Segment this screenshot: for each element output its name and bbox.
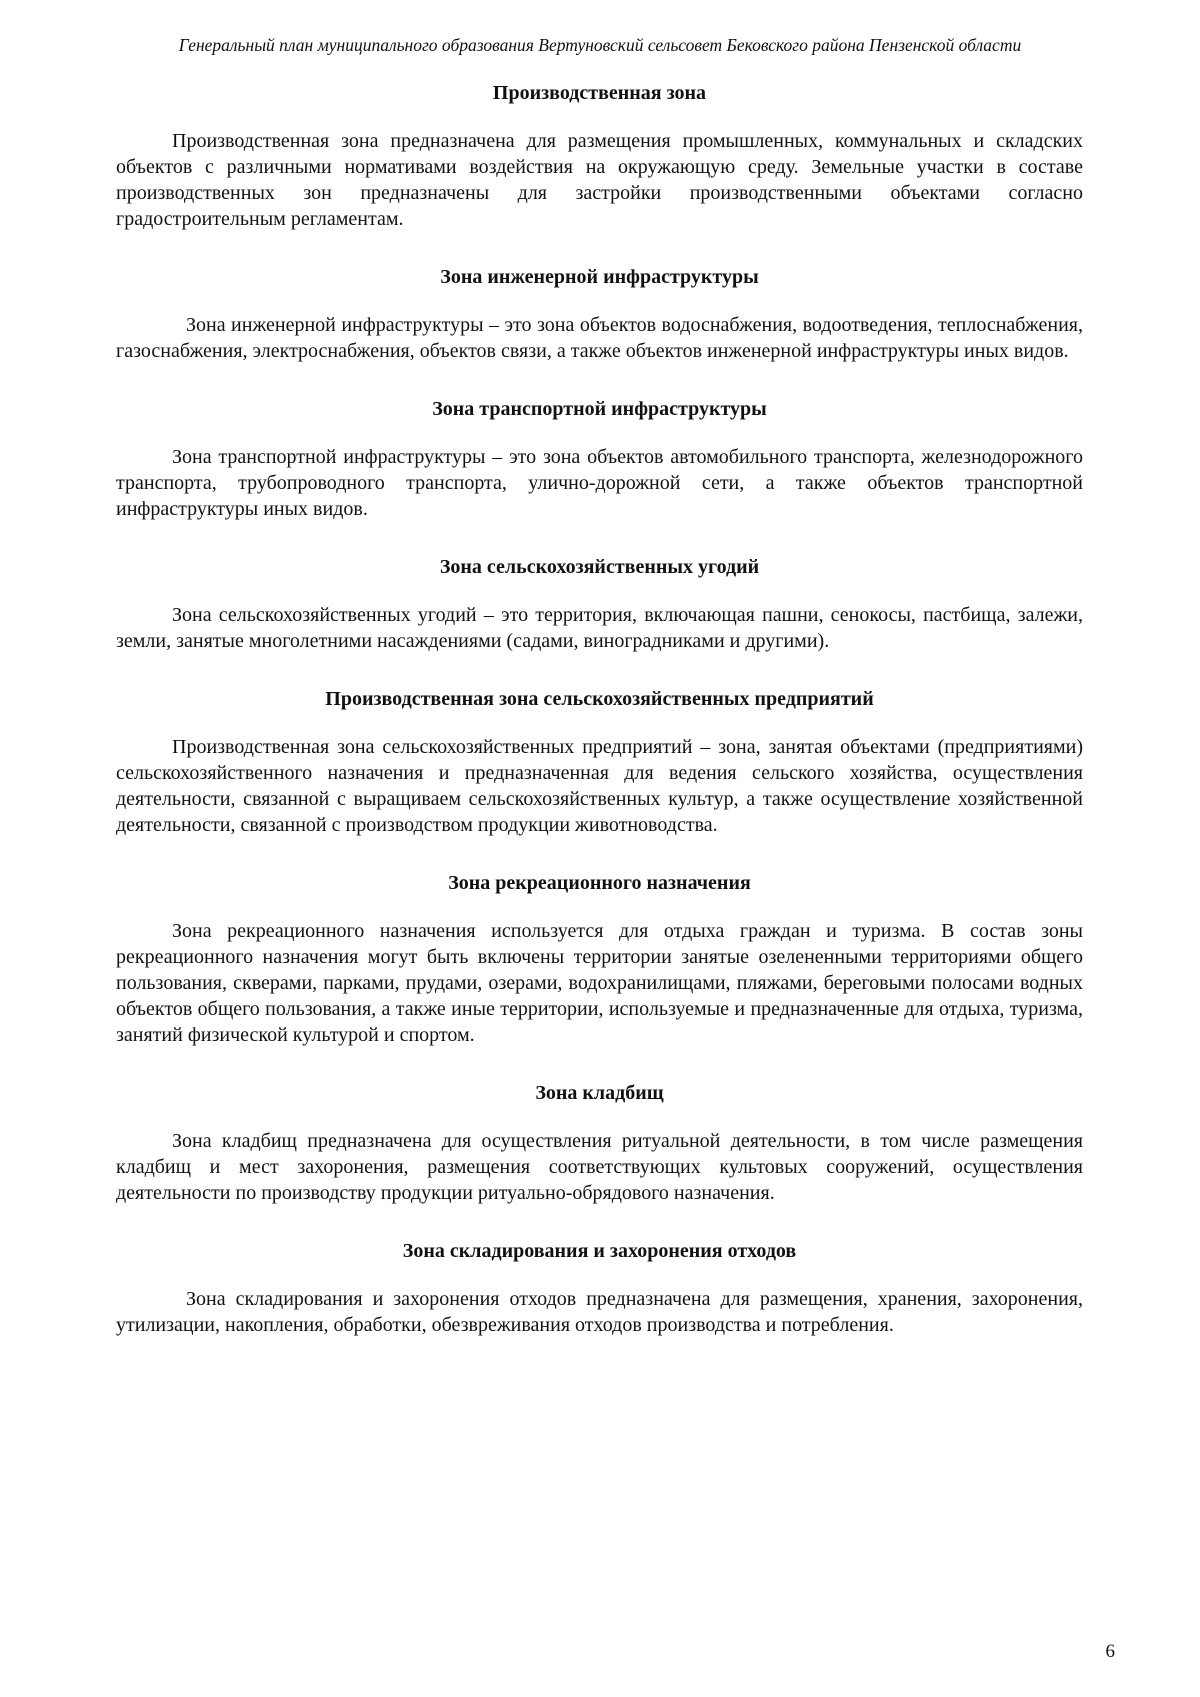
- section-waste-storage-zone: [116, 1238, 1083, 1338]
- section-paragraph: Зона рекреационного назначения используется для отдыха граждан и туризма. В состав зоны рекреационного назначения могут быть включены территории занятые озелененными территориями общего пользования, скверами, парками, прудами, озерами, водохранилищами, пляжами, береговыми полосами водных объектов общего пользования, а также иные территории, используемые и предназначенные для отдыха, туризма, занятий физической культурой и спортом.: [116, 920, 1083, 1046]
- section-paragraph: Зона сельскохозяйственных угодий – это территория, включающая пашни, сенокосы, пастбища, залежи, земли, занятые многолетними насаждениями (садами, виноградниками и другими).: [116, 604, 1083, 652]
- running-header: Генеральный план муниципального образования Вертуновский сельсовет Бековского района Пензенской области: [178, 35, 1022, 55]
- section-paragraph: Зона складирования и захоронения отходов предназначена для размещения, хранения, захоронения, утилизации, накопления, обработки, обезвреживания отходов производства и потребления.: [116, 1288, 1083, 1336]
- section-paragraph: Производственная зона сельскохозяйственных предприятий – зона, занятая объектами (предприятиями) сельскохозяйственного назначения и предназначенная для ведения сельского хозяйства, осуществления деятельности, связанной с выращиваем сельскохозяйственных культур, а также осуществление хозяйственной деятельности, связанной с производством продукции животноводства.: [116, 736, 1083, 836]
- section-heading: Зона сельскохозяйственных угодий: [439, 556, 760, 578]
- section-transport-infrastructure-zone: [116, 396, 1083, 522]
- section-heading: Зона рекреационного назначения: [448, 872, 751, 894]
- section-agricultural-land-zone: [116, 554, 1083, 654]
- section-recreation-zone: [116, 870, 1083, 1048]
- section-engineering-infrastructure-zone: [116, 264, 1083, 364]
- section-cemetery-zone: [116, 1080, 1083, 1206]
- section-heading: Производственная зона: [492, 82, 707, 104]
- section-paragraph: Производственная зона предназначена для размещения промышленных, коммунальных и складских объектов с различными нормативами воздействия на окружающую среду. Земельные участки в составе производственных зон предназначены для застройки производственными объектами согласно градостроительным регламентам.: [116, 130, 1083, 230]
- section-heading: Зона инженерной инфраструктуры: [440, 266, 759, 288]
- section-agricultural-enterprises-zone: [116, 686, 1083, 838]
- section-paragraph: Зона транспортной инфраструктуры – это зона объектов автомобильного транспорта, железнодорожного транспорта, трубопроводного транспорта, улично-дорожной сети, а также объектов транспортной инфраструктуры иных видов.: [116, 446, 1083, 520]
- section-paragraph: Зона кладбищ предназначена для осуществления ритуальной деятельности, в том числе размещения кладбищ и мест захоронения, размещения соответствующих культовых сооружений, осуществления деятельности по производству продукции ритуально-обрядового назначения.: [116, 1130, 1083, 1204]
- section-paragraph: Зона инженерной инфраструктуры – это зона объектов водоснабжения, водоотведения, теплоснабжения, газоснабжения, электроснабжения, объектов связи, а также объектов инженерной инфраструктуры иных видов.: [116, 314, 1083, 362]
- section-heading: Производственная зона сельскохозяйственных предприятий: [325, 688, 874, 710]
- section-heading: Зона кладбищ: [535, 1082, 664, 1104]
- section-production-zone: [116, 80, 1083, 232]
- document-body: [116, 80, 1083, 1338]
- page-number: 6: [1105, 1641, 1115, 1662]
- section-heading: Зона складирования и захоронения отходов: [402, 1240, 797, 1262]
- section-heading: Зона транспортной инфраструктуры: [432, 398, 767, 420]
